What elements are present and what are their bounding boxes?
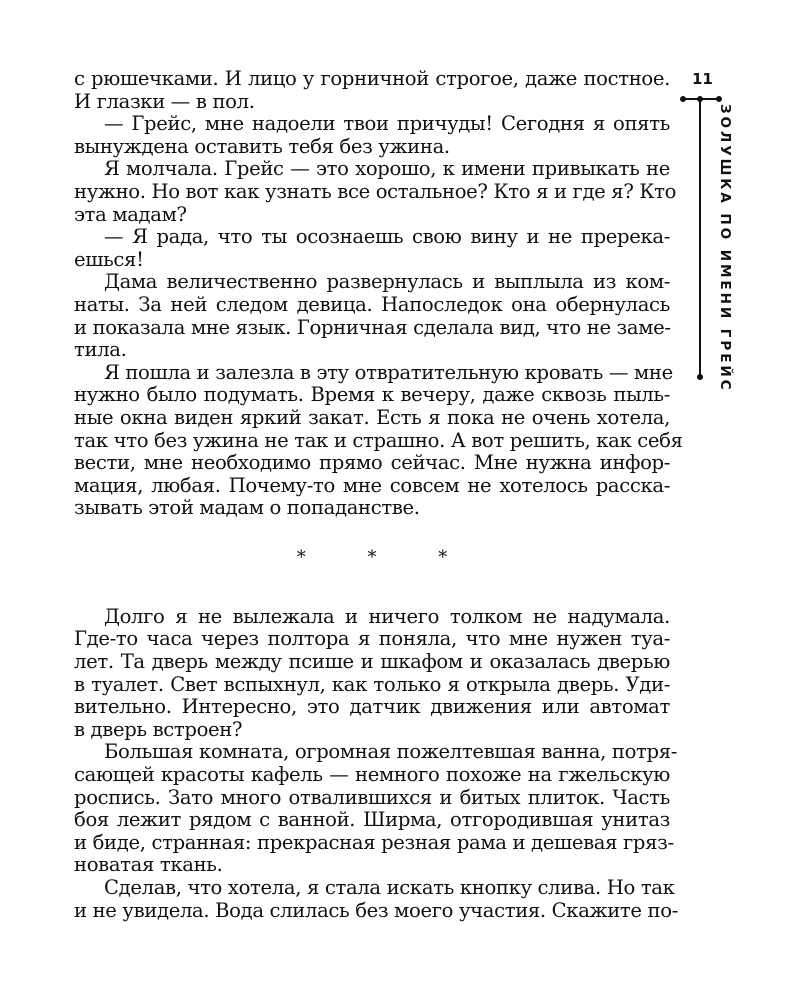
- text-line: Я пошла и залезла в эту отвратительную кровать — мне: [104, 360, 673, 384]
- rule-dot-left: [680, 96, 686, 102]
- text-line: Большая комната, огромная пожелтевшая ванна, потря-: [104, 740, 677, 764]
- text-line: в туалет. Свет вспыхнул, как только я открыла дверь. Уди-: [74, 672, 670, 696]
- text-line: И глазки — в пол.: [74, 89, 255, 113]
- text-line: — Я рада, что ты осознаешь свою вину и не пререка-: [104, 225, 670, 249]
- page-number: 11: [692, 70, 713, 88]
- body-text: [74, 67, 683, 922]
- text-line: Долго я не вылежала и ничего толком не надумала.: [104, 604, 670, 628]
- text-line: зывать этой мадам о попаданстве.: [74, 496, 420, 520]
- text-line: так что без ужина не так и страшно. А вот решить, как себя: [74, 428, 683, 452]
- text-line: вести, мне необходимо прямо сейчас. Мне нужна инфор-: [74, 451, 670, 475]
- text-line: с рюшечками. И лицо у горничной строгое, даже постное.: [74, 67, 670, 90]
- text-line: в дверь встроен?: [74, 717, 243, 741]
- text-line: Где-то часа через полтора я поняла, что мне нужен туа-: [74, 627, 670, 651]
- text-line: роспись. Зато много отвалившихся и битых плиток. Часть: [74, 785, 670, 809]
- text-line: Сделав, что хотела, я стала искать кнопку слива. Но так: [104, 876, 675, 899]
- text-line: — Грейс, мне надоели твои причуды! Сегодня я опять: [104, 112, 670, 136]
- text-line: лет. Та дверь между псише и шкафом и оказалась дверью: [74, 650, 670, 674]
- text-line: и не увидела. Вода слилась без моего участия. Скажите по-: [74, 898, 678, 922]
- text-line: боя лежит рядом с ванной. Ширма, отгородившая унитаз: [74, 808, 670, 832]
- text-line: Я молчала. Грейс — это хорошо, к имени привыкать не: [104, 157, 670, 181]
- text-line: нужно. Но вот как узнать все остальное? Кто я и где я? Кто: [74, 179, 677, 203]
- scene-break-asterisks: * * *: [296, 546, 476, 568]
- running-title: ЗОЛУШКА ПО ИМЕНИ ГРЕЙС: [717, 104, 733, 393]
- rule-dot-right: [716, 96, 722, 102]
- text-line: и показала мне язык. Горничная сделала вид, что не заме-: [74, 315, 671, 339]
- text-line: мация, любая. Почему-то мне совсем не хотелось расска-: [74, 473, 670, 497]
- text-line: эта мадам?: [74, 202, 187, 226]
- text-line: сающей красоты кафель — немного похоже на гжельскую: [74, 763, 670, 787]
- text-line: Дама величественно развернулась и выплыла из ком-: [104, 270, 670, 294]
- text-line: наты. За ней следом девица. Напоследок она обернулась: [74, 292, 670, 316]
- text-line: и биде, странная: прекрасная резная рама и дешевая гряз-: [74, 830, 674, 854]
- text-line: нужно было подумать. Время к вечеру, даже сквозь пыль-: [74, 383, 670, 407]
- scene-break: [74, 520, 670, 606]
- text-line: ешься!: [74, 247, 144, 271]
- text-line: ные окна виден яркий закат. Есть я пока не очень хотела,: [74, 405, 670, 429]
- text-line: тила.: [74, 338, 127, 362]
- text-line: новатая ткань.: [74, 853, 223, 877]
- text-line: вынуждена оставить тебя без ужина.: [74, 134, 450, 158]
- text-line: вительно. Интересно, это датчик движения или автомат: [74, 695, 670, 719]
